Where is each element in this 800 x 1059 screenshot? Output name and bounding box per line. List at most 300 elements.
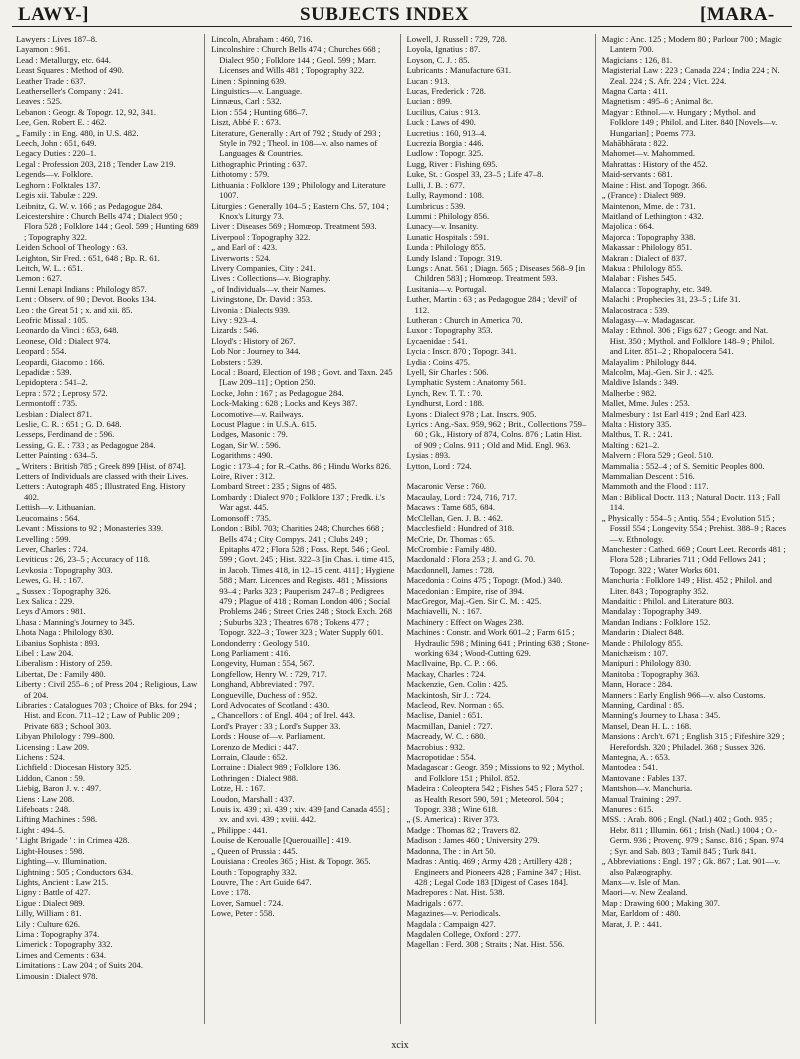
index-entry: Luck : Laws of 490. — [406, 117, 476, 128]
index-entry: Lepidoptera : 541–2. — [16, 377, 88, 388]
index-entry: Lyrics : Ang.-Sax. 959, 962 ; Brit., Collections 759–60 ; Gk., History of 874, Colns. 876 ; Latin Hist. of 909 ; Colns. 911 ; Old and Mid. Engl. 963. — [406, 419, 587, 450]
index-entry: Majorca : Topography 338. — [601, 231, 696, 242]
index-entry: Lynch, Rev. T. T. : 70. — [406, 387, 483, 398]
index-entry: Lydia : Coins 475. — [406, 356, 471, 367]
index-entry: Manchuria : Folklore 149 ; Hist. 452 ; Philol. and Liter. 843 ; Topography 352. — [601, 575, 772, 596]
index-entry: Lent : Observ. of 90 ; Devot. Books 134. — [16, 294, 157, 305]
index-entry: Lubricants : Manufacture 631. — [406, 65, 512, 76]
header-title: SUBJECTS INDEX — [300, 4, 470, 25]
index-entry: „ Sussex : Topography 326. — [16, 585, 111, 596]
index-entry: „ (S. America) : River 373. — [406, 814, 500, 825]
index-entry: Lincoln, Abraham : 460, 716. — [211, 34, 313, 44]
index-entry: Louise de Keroualle [Querouaille] : 419. — [211, 835, 352, 846]
index-entry: Lincolnshire : Church Bells 474 ; Churches 668 ; Dialect 950 ; Folklore 144 ; Geol. 599 ; Marr. Licenses and Wills 481 ; Topography 322. — [211, 44, 381, 76]
index-entry: Locust Plague : in U.S.A. 615. — [211, 419, 317, 430]
index-entry: Mandalay : Topography 349. — [601, 606, 702, 617]
index-entry: Liberty : Civil 255–6 ; of Press 204 ; Religious, Law of 204. — [16, 679, 198, 700]
index-entry: Mackenzie, Gen. Colin : 425. — [406, 679, 508, 690]
index-entry: Long Parliament : 416. — [211, 647, 291, 658]
index-entry: Livingstone, Dr. David : 353. — [211, 294, 313, 305]
index-entry: Mandarin : Dialect 848. — [601, 627, 684, 638]
index-entry: Lungs : Anat. 561 ; Diagn. 565 ; Diseases 568–9 [in Children 583] ; Homœop. Treatment 593. — [406, 262, 586, 284]
index-entry: Liver : Diseases 569 ; Homœop. Treatment 593. — [211, 221, 377, 232]
index-entry: Leslie, C. R. : 651 ; G. D. 648. — [16, 419, 122, 430]
header-rule — [12, 26, 792, 27]
index-entry: Levkosia : Topography 303. — [16, 564, 113, 575]
index-entry: Lord Advocates of Scotland : 430. — [211, 700, 330, 710]
index-entry: Lives : Collections—v. Biography. — [211, 273, 331, 284]
index-entry: Lothringen : Dialect 988. — [211, 772, 299, 783]
index-entry: Mammoth and the Flood : 117. — [601, 481, 709, 492]
index-entry: „ Chancellors : of Engl. 404 ; of Irel. 443. — [211, 710, 355, 721]
index-entry: Malmesbury : 1st Earl 419 ; 2nd Earl 423. — [601, 408, 747, 419]
index-entry: Mackay, Charles : 724. — [406, 668, 486, 679]
index-entry: Lummi : Philology 856. — [406, 210, 490, 221]
index-entry: Lutheran : Church in America 70. — [406, 314, 523, 325]
index-entry: Mallet, Mme. Jules : 253. — [601, 398, 690, 409]
index-entry: Mandan Indians : Folklore 152. — [601, 616, 711, 627]
index-entry: Mantshon—v. Manchuria. — [601, 783, 693, 794]
index-entry: Mahābhārata : 822. — [601, 138, 669, 149]
index-entry: Lock-Making : 628 ; Locks and Keys 387. — [211, 398, 358, 409]
index-entry: Macdonald : Flora 253 ; J. and G. 70. — [406, 554, 536, 565]
index-entry: Liverpool : Topography 322. — [211, 231, 311, 242]
index-entry: Leather Trade : 637. — [16, 75, 86, 86]
index-entry: Macready, W. C. : 680. — [406, 731, 486, 742]
index-entry: „ Queen of Prussia : 445. — [211, 845, 298, 856]
index-entry: Machiavelli, N. : 167. — [406, 606, 482, 617]
index-entry: Livy : 923–4. — [211, 314, 258, 325]
index-entry: Lichens : 524. — [16, 752, 65, 763]
index-entry: Lloyd's : History of 267. — [211, 335, 296, 346]
index-entry: Lorraine : Dialect 989 ; Folklore 136. — [211, 762, 341, 773]
index-entry: Malayalim : Philology 844. — [601, 356, 697, 367]
index-entry: Leonardo da Vinci : 653, 648. — [16, 325, 119, 336]
index-entry: Lugg, River : Fishing 695. — [406, 158, 498, 169]
index-entry: Lepadidæ : 539. — [16, 367, 72, 377]
index-entry: Lucrezia Borgia : 446. — [406, 138, 484, 149]
index-entry: Leofric Missal : 105. — [16, 314, 89, 325]
index-entry: „ of Individuals—v. their Names. — [211, 283, 326, 294]
index-entry: Lorrain, Claude : 652. — [211, 752, 288, 763]
index-entry: Magic : Anc. 125 ; Modern 80 ; Parlour 700 ; Magic Lantern 700. — [601, 34, 782, 55]
index-entry: Lesseps, Ferdinand de : 596. — [16, 429, 115, 440]
index-entry: „ Physically : 554–5 ; Antiq. 554 ; Evolution 515 ; Fossil 554 ; Longevity 554 ; Prehist. 388–9 ; Races—v. Ethnology. — [601, 512, 786, 544]
index-entry: Lex Salica : 229. — [16, 595, 75, 606]
index-entry: Londonderry : Geology 510. — [211, 637, 310, 648]
index-entry: Lepra : 572 ; Leprosy 572. — [16, 387, 108, 398]
index-entry: Lycia : Inscr. 870 ; Topogr. 341. — [406, 346, 517, 357]
index-entry: Leucomains : 564. — [16, 512, 80, 523]
index-entry: Lord's Prayer : 33 ; Lord's Supper 33. — [211, 720, 341, 731]
index-entry: Libyan Philology : 799–800. — [16, 731, 115, 742]
index-entry: Loudon, Marshall : 437. — [211, 793, 295, 804]
index-entry: Malcolm, Maj.-Gen. Sir J. : 425. — [601, 367, 714, 377]
index-entry: Magyar : Ethnol.—v. Hungary ; Mythol. and Folklore 149 ; Philol. and Liter. 840 [Novels—v. Hungarian] ; Poems 773. — [601, 106, 778, 138]
index-entry: Macaulay, Lord : 724, 716, 717. — [406, 491, 517, 502]
index-entry: MacIlvaine, Bp. C. P. : 66. — [406, 658, 498, 669]
index-entry: Lifting Machines : 598. — [16, 814, 98, 825]
index-entry: Leibnitz, G. W. v. 166 ; as Pedagogue 284. — [16, 200, 163, 211]
index-entry: Lawyers : Lives 187–8. — [16, 34, 98, 44]
index-entry: Man : Biblical Doctr. 113 ; Natural Doctr. 113 ; Fall 114. — [601, 491, 781, 513]
index-entry: Louisiana : Creoles 365 ; Hist. & Topogr. 365. — [211, 856, 371, 867]
index-entry: Maclise, Daniel : 651. — [406, 710, 483, 721]
index-entry: Machines : Constr. and Work 601–2 ; Farm 615 ; Hydraulic 598 ; Mining 641 ; Printing 638 ; Stone-working 634 ; Wood-Cutting 629. — [406, 627, 590, 658]
index-entry: Madison : James 460 ; University 279. — [406, 835, 540, 846]
index-entry: Macdonnell, James : 728. — [406, 564, 495, 575]
index-entry: Lermontoff : 735. — [16, 398, 78, 409]
index-entry: Liszt, Abbé F. : 673. — [211, 117, 281, 128]
index-columns — [16, 34, 790, 1024]
index-entry: Locomotive—v. Railways. — [211, 408, 304, 419]
index-entry: Macedonian : Empire, rise of 394. — [406, 585, 525, 596]
index-entry: Lever, Charles : 724. — [16, 543, 88, 554]
index-entry: Map : Drawing 600 ; Making 307. — [601, 897, 720, 908]
index-entry: Lichfield : Diocesan History 325. — [16, 762, 132, 773]
index-entry: Lighting—v. Illumination. — [16, 856, 107, 867]
index-entry: Liens : Law 208. — [16, 793, 75, 804]
index-entry: Macrobius : 932. — [406, 741, 465, 752]
index-column-2 — [211, 34, 400, 1024]
index-entry: Lobsters : 539. — [211, 356, 263, 367]
index-entry: Makua : Philology 855. — [601, 262, 683, 273]
index-entry: Lizards : 546. — [211, 325, 259, 336]
index-entry: Lyndhurst, Lord : 188. — [406, 398, 485, 409]
index-entry: Leghorn : Folktales 137. — [16, 179, 101, 190]
index-entry: Maldive Islands : 349. — [601, 377, 679, 388]
index-entry: Madonna, The : in Art 50. — [406, 845, 496, 856]
index-entry: Mandaitic : Philol. and Literature 803. — [601, 595, 734, 606]
index-entry: Leo : the Great 51 ; x. and xii. 85. — [16, 304, 133, 315]
index-entry: Lucretius : 160, 913–4. — [406, 127, 487, 138]
index-entry: Livery Companies, City : 241. — [211, 262, 316, 273]
index-entry: Legends—v. Folklore. — [16, 169, 94, 180]
index-entry: Ludlow : Topogr. 325. — [406, 148, 484, 159]
index-entry: Lumbricus : 539. — [406, 200, 466, 211]
index-entry: Malthus, T. R. : 241. — [601, 429, 673, 440]
index-entry: Lymphatic System : Anatomy 561. — [406, 377, 527, 388]
index-entry: Leonese, Old : Dialect 974. — [16, 335, 111, 346]
index-entry: MacGregor, Maj.-Gen. Sir C. M. : 425. — [406, 595, 542, 606]
index-entry: Macaronic Verse : 760. — [406, 481, 487, 492]
index-entry: Louth : Topography 332. — [211, 866, 297, 877]
index-entry: Lithotomy : 579. — [211, 169, 270, 180]
index-entry: Lesbian : Dialect 871. — [16, 408, 92, 419]
index-entry: Lombardy : Dialect 970 ; Folklore 137 ; Fredk. i.'s War agst. 445. — [211, 491, 385, 513]
index-entry: Manitoba : Topography 363. — [601, 668, 700, 679]
index-entry: Magdala : Campaign 427. — [406, 918, 496, 929]
index-entry: Leaves : 525. — [16, 96, 63, 107]
index-entry: Lessing, G. E. : 733 ; as Pedagogue 284. — [16, 439, 156, 450]
index-entry: Luke, St. : Gospel 33, 23–5 ; Life 47–8. — [406, 169, 544, 180]
index-entry: Manning's Journey to Lhasa : 345. — [601, 710, 721, 721]
index-entry: Leech, John : 651, 649. — [16, 138, 97, 149]
index-entry: Limerick : Topography 332. — [16, 939, 113, 950]
index-entry: Lilly, William : 81. — [16, 908, 82, 919]
index-entry: Malting : 621–2. — [601, 439, 660, 450]
index-entry: Letters of Individuals are classed with their Lives. — [16, 471, 189, 482]
index-entry: Lyons : Dialect 978 ; Lat. Inscrs. 905. — [406, 408, 537, 419]
index-entry: Mantovane : Fables 137. — [601, 772, 687, 783]
index-entry: Mammalian Descent : 516. — [601, 471, 695, 482]
index-entry: Legacy Duties : 220–1. — [16, 148, 97, 159]
index-entry: „ Family : in Eng. 480, in U.S. 482. — [16, 127, 139, 138]
index-entry: Manual Training : 297. — [601, 793, 682, 804]
index-entry: Malacostraca : 539. — [601, 304, 670, 315]
index-entry: Madrigals : 677. — [406, 897, 464, 908]
index-entry: Lunda : Philology 855. — [406, 242, 486, 253]
index-entry: Malta : History 335. — [601, 419, 672, 430]
index-entry: Light : 494–5. — [16, 824, 65, 835]
index-entry: Lima : Topography 374. — [16, 928, 100, 939]
index-entry: Logarithms : 490. — [211, 450, 273, 461]
index-entry: Lily : Culture 626. — [16, 918, 80, 929]
index-entry: Liturgies : Generally 104–5 ; Eastern Chs. 57, 104 ; Knox's Liturgy 73. — [211, 200, 389, 221]
index-entry: Leicestershire : Church Bells 474 ; Dialect 950 ; Flora 528 ; Folklore 144 ; Geol. 599 ; Hunting 689 ; Topography 322. — [16, 210, 199, 242]
index-entry — [407, 471, 591, 481]
index-entry: Mande : Philology 855. — [601, 637, 683, 648]
index-entry: Letter Painting : 634–5. — [16, 450, 98, 461]
index-entry: Maori—v. New Zealand. — [601, 887, 688, 898]
index-entry: Light-Houses : 598. — [16, 845, 85, 856]
index-column-3 — [407, 34, 596, 1024]
index-entry: Lob Nor : Journey to 344. — [211, 346, 301, 357]
index-entry: Maitland of Lethington : 432. — [601, 210, 704, 221]
index-entry: Magna Carta : 411. — [601, 86, 668, 97]
index-entry: Malvern : Flora 529 ; Geol. 510. — [601, 450, 714, 461]
index-entry: Macaws : Tame 685, 684. — [406, 502, 496, 513]
index-entry: Liebig, Baron J. v. : 497. — [16, 783, 102, 794]
index-entry: Lewes, G. H. : 167. — [16, 575, 84, 586]
index-entry: Linen : Spinning 639. — [211, 75, 287, 86]
index-entry: Literature, Generally : Art of 792 ; Study of 293 ; Style in 792 ; Theol. in 108—v. also names of Languages & Countries. — [211, 127, 381, 159]
index-entry: Lombard Street : 235 ; Signs of 485. — [211, 481, 337, 492]
header-range-end: [MARA- — [700, 4, 775, 25]
index-entry: Mackintosh, Sir J. : 724. — [406, 689, 491, 700]
index-entry: Longueville, Duchess of : 952. — [211, 689, 318, 700]
index-entry: Libanius Sophista : 893. — [16, 637, 100, 648]
header-range-start: LAWY-] — [18, 4, 89, 25]
index-entry: Lee, Gen. Robert E. : 462. — [16, 117, 107, 128]
index-entry: Lycaenidae : 541. — [406, 335, 468, 346]
index-entry: Machinery : Effect on Wages 238. — [406, 616, 524, 627]
index-entry: Magellan : Ferd. 308 ; Straits ; Nat. Hist. 556. — [406, 939, 565, 950]
index-entry: Malherbe : 982. — [601, 387, 657, 398]
index-entry: Manichæism : 107. — [601, 647, 668, 658]
index-entry: Lead : Metallurgy, etc. 644. — [16, 54, 111, 65]
index-entry: Mar, Earldom of : 480. — [601, 908, 681, 919]
index-entry: Levant : Missions to 92 ; Monasteries 339. — [16, 523, 164, 534]
index-entry: Madrepores : Nat. Hist. 538. — [406, 887, 505, 898]
index-entry: Mansions : Arch't. 671 ; English 315 ; Fifeshire 329 ; Herefordsh. 320 ; Philadel. 368 ; Sussex 326. — [601, 731, 785, 752]
index-entry: Longevity, Human : 554, 567. — [211, 658, 315, 669]
index-entry: Libel : Law 204. — [16, 647, 74, 658]
index-entry: Leviticus : 26, 23–5 ; Accuracy of 118. — [16, 554, 151, 565]
index-entry: Lulli, J. B. : 677. — [406, 179, 465, 190]
index-entry: Lithuania : Folklore 139 ; Philology and Literature 1007. — [211, 179, 386, 201]
index-entry: Leys d'Amors : 981. — [16, 606, 86, 617]
index-entry: ' Light Brigade ' : in Crimea 428. — [16, 835, 130, 846]
index-entry: Magdalen College, Oxford : 277. — [406, 928, 521, 939]
index-entry: Maintenon, Mme. de : 731. — [601, 200, 696, 211]
index-entry: Lomonsoff : 735. — [211, 512, 272, 523]
index-entry: Lodges, Masonic : 79. — [211, 429, 288, 440]
index-entry: Legal : Profession 203, 218 ; Tender Law 219. — [16, 158, 176, 169]
index-entry: Letters : Autograph 485 ; Illustrated Eng. History 402. — [16, 481, 186, 502]
index-entry: Libertat, De : Family 480. — [16, 668, 106, 679]
index-entry: Magnetism : 495–6 ; Animal 8c. — [601, 96, 713, 107]
index-entry: Mammalia : 552–4 ; of S. Semitic Peoples 800. — [601, 460, 765, 471]
index-entry: Ligue : Dialect 989. — [16, 897, 85, 908]
index-entry: Loire, River : 312. — [211, 471, 275, 482]
index-entry: Lucas, Frederick : 728. — [406, 86, 486, 97]
index-entry: Lightning : 505 ; Conductors 634. — [16, 866, 133, 877]
index-entry: Liddon, Canon : 59. — [16, 772, 85, 783]
index-entry: Louvre, The : Art Guide 647. — [211, 876, 312, 887]
index-entry: Luxor : Topography 353. — [406, 325, 493, 336]
index-entry: Lunatic Hospitals : 591. — [406, 231, 490, 242]
index-entry: London : Bibl. 703; Charities 248; Churches 668 ; Bells 474 ; City Compys. 241 ; Clubs 249 ; Epitaphs 472 ; Flora 528 ; Foss. Rept. 546 ; Geol. 599 ; Govt. 245 ; Hist. 322–3 [in Chas. i. time 415, in Jacob. Times 418, in 12–15 cent. 411] ; Hygiene 588 ; Marr. Licences and Regists. 481 ; Missions 93–4 ; Parks 323 ; Pauperism 247–8 ; Pedigrees 479 ; Plague of 418 ; Roman London 406 ; Social Problems 246 ; Street Cries 248 ; Stock Exch. 268 ; Suburbs 323 ; Theatres 678 ; Tokens 477 ; Topogr. 322–3 ; Tower 323 ; Water Supply 601. — [211, 523, 395, 638]
index-entry: Lucian : 899. — [406, 96, 453, 107]
index-entry: Macmillan, Daniel : 727. — [406, 720, 493, 731]
index-entry: Love : 178. — [211, 887, 251, 898]
index-entry: Manx—v. Isle of Man. — [601, 876, 681, 887]
index-entry: Lytton, Lord : 724. — [406, 460, 472, 471]
index-entry: Malagasy—v. Madagascar. — [601, 314, 695, 325]
index-entry: Manners : Early English 966—v. also Customs. — [601, 689, 766, 700]
index-entry: Lion : 554 ; Hunting 686–7. — [211, 106, 308, 117]
index-entry: Linguistics—v. Language. — [211, 86, 303, 97]
index-entry: Locke, John : 167 ; as Pedagogue 284. — [211, 387, 344, 398]
index-entry: Lundy Island : Topogr. 319. — [406, 252, 503, 263]
index-entry: Leatherseller's Company : 241. — [16, 86, 124, 97]
index-entry: Lemon : 627. — [16, 273, 63, 284]
index-entry: Madeira : Coleoptera 542 ; Fishes 545 ; Flora 527 ; as Health Resort 590, 591 ; Meteorol. 504 ; Topogr. 338 ; Wine 618. — [406, 783, 583, 815]
index-column-4 — [602, 34, 790, 1024]
index-entry: Maine : Hist. and Topogr. 366. — [601, 179, 707, 190]
index-entry: Lenni Lenapi Indians : Philology 857. — [16, 283, 147, 294]
index-entry: Lully, Raymond : 108. — [406, 190, 484, 201]
index-entry: Mahomet—v. Mahommed. — [601, 148, 695, 159]
index-entry: Lhota Naga : Philology 830. — [16, 627, 114, 638]
index-entry: Loyson, C. J. : 85. — [406, 54, 470, 65]
index-entry: Mantodea : 541. — [601, 762, 658, 773]
index-entry: Limes and Cements : 634. — [16, 949, 106, 960]
index-entry: Mann, Horace : 284. — [601, 679, 673, 690]
index-entry: Longhand, Abbreviated : 797. — [211, 679, 315, 690]
index-entry: Lyell, Sir Charles : 506. — [406, 367, 489, 377]
index-entry: Magicians : 126, 81. — [601, 54, 673, 65]
index-entry: Livonia : Dialects 939. — [211, 304, 291, 315]
index-entry: Mansel, Dean H. L. : 168. — [601, 720, 692, 731]
index-entry: Malachi : Prophecies 31, 23–5 ; Life 31. — [601, 294, 741, 305]
index-entry: Leitch, W. L. : 651. — [16, 262, 83, 273]
index-column-1 — [16, 34, 205, 1024]
index-entry: Lorenzo de Medici : 447. — [211, 741, 299, 752]
index-entry: Lithographic Printing : 637. — [211, 158, 308, 169]
index-entry: Malacca : Topography, etc. 349. — [601, 283, 712, 294]
index-entry: Lebanon : Geogr. & Topogr. 12, 92, 341. — [16, 106, 157, 117]
index-entry: Madagascar : Geogr. 359 ; Missions to 92 ; Mythol. and Folklore 151 ; Philol. 852. — [406, 762, 585, 783]
index-entry: Lights, Ancient : Law 215. — [16, 876, 109, 887]
index-entry: Licensing : Law 209. — [16, 741, 90, 752]
index-entry: Limousin : Dialect 978. — [16, 970, 98, 981]
index-entry: McCrombie : Family 480. — [406, 543, 497, 554]
index-entry: Louis ix. 439 ; xi. 439 ; xiv. 439 [and Canada 455] ; xv. and xvi. 439 ; xviii. 442. — [211, 804, 390, 825]
index-entry: Least Squares : Method of 490. — [16, 65, 124, 76]
index-entry: Magisterial Law : 223 ; Canada 224 ; India 224 ; N. Zeal. 224 ; S. Afr. 224 ; Vict. 224. — [601, 65, 780, 86]
index-entry: Madge : Thomas 82 ; Travers 82. — [406, 824, 521, 835]
index-entry: Lifeboats : 248. — [16, 804, 71, 815]
index-entry: Marat, J. P. : 441. — [601, 918, 662, 929]
index-entry: Lusitania—v. Portugal. — [406, 283, 487, 294]
index-entry: Loyola, Ignatius : 87. — [406, 44, 481, 55]
index-entry: Manning, Cardinal : 85. — [601, 700, 685, 710]
index-entry: Ligny : Battle of 427. — [16, 887, 91, 898]
index-entry: Leighton, Sir Fred. : 651, 648 ; Bp. R. 61. — [16, 252, 160, 263]
index-entry: Levelling : 599. — [16, 533, 71, 544]
index-entry: Longfellow, Henry W. : 729, 717. — [211, 668, 327, 679]
index-entry: Majolica : 664. — [601, 221, 655, 232]
index-entry: „ Philippe : 441. — [211, 824, 268, 835]
index-entry: Layamon : 961. — [16, 44, 71, 55]
index-entry: Lotze, H. : 167. — [211, 783, 266, 794]
index-entry: Libraries : Catalogues 703 ; Choice of Bks. for 294 ; Hist. and Econ. 711–12 ; Law of Public 209 ; Private 683 ; School 303. — [16, 700, 197, 731]
index-entry: McClellan, Gen. J. B. : 462. — [406, 512, 503, 523]
index-entry: Malabar : Fishes 545. — [601, 273, 677, 284]
index-entry: Lover, Samuel : 724. — [211, 897, 284, 908]
index-entry: Liverworts : 524. — [211, 252, 271, 263]
index-entry: Lords : House of—v. Parliament. — [211, 731, 326, 742]
index-entry: Lhasa : Manning's Journey to 345. — [16, 616, 135, 627]
index-entry: Logan, Sir W. : 596. — [211, 439, 281, 450]
index-entry: „ Writers : British 785 ; Greek 899 [Hist. of 874]. — [16, 460, 186, 471]
index-entry: Lowe, Peter : 558. — [211, 908, 275, 919]
index-entry: Mahrattas : History of the 452. — [601, 158, 708, 169]
index-entry: Logic : 173–4 ; for R.-Caths. 86 ; Hindu Works 826. — [211, 460, 392, 471]
index-entry: „ and Earl of : 423. — [211, 242, 278, 253]
index-entry: Manipuri : Philology 830. — [601, 658, 692, 669]
index-entry: Limitations : Law 204 ; of Suits 204. — [16, 960, 143, 971]
index-entry: Macropotidae : 554. — [406, 752, 476, 763]
index-entry: Lowell, J. Russell : 729, 728. — [406, 34, 507, 44]
index-entry: MSS. : Arab. 806 ; Engl. (Natl.) 402 ; Goth. 935 ; Hebr. 811 ; Illumin. 661 ; Irish (Natl.) 1004 ; O.-Germ. 936 ; Provenç. 979 ; Sansc. 816 ; Span. 974 ; Syr. and Sab. 803 ; Tamil 845 ; Turk 841. — [601, 814, 784, 856]
index-entry: Magazines—v. Periodicals. — [406, 908, 501, 919]
index-entry: Lucilius, Caius : 913. — [406, 106, 481, 117]
index-entry: Maid-servants : 681. — [601, 169, 673, 180]
index-entry: Lunacy—v. Insanity. — [406, 221, 479, 232]
index-entry: Leiden School of Theology : 63. — [16, 242, 128, 253]
page-header — [0, 0, 800, 26]
index-entry: Leopardi, Giacomo : 166. — [16, 356, 105, 367]
index-entry: Lysias : 893. — [406, 450, 451, 461]
index-entry: Manures : 615. — [601, 804, 654, 815]
index-entry: Lucan : 913. — [406, 75, 450, 86]
index-entry: „ (France) : Dialect 989. — [601, 190, 686, 201]
index-entry: McCrie, Dr. Thomas : 65. — [406, 533, 495, 544]
index-entry: Local : Board, Election of 198 ; Govt. and Taxn. 245 [Law 209–11] ; Option 250. — [211, 367, 393, 388]
index-entry: Mantegna, A. : 653. — [601, 752, 671, 763]
index-entry: Macleod, Rev. Norman : 65. — [406, 700, 505, 710]
index-entry: Legis xii. Tabulæ : 229. — [16, 190, 98, 201]
index-entry: Leopard : 554. — [16, 346, 67, 357]
index-entry: Manchester : Cathed. 669 ; Court Leet. Records 481 ; Flora 528 ; Libraries 711 ; Odd Fellows 241 ; Topogr. 322 ; Water Works 601. — [601, 543, 786, 575]
index-entry: „ Abbreviations : Engl. 197 ; Gk. 867 ; Lat. 901—v. also Palæography. — [601, 856, 781, 877]
index-entry: Makran : Dialect of 837. — [601, 252, 687, 263]
index-entry: Lettish—v. Lithuanian. — [16, 502, 96, 513]
index-entry: Malay : Ethnol. 306 ; Figs 627 ; Geogr. and Nat. Hist. 350 ; Mythol. and Folklore 148–9 ; Philol. and Liter. 851–2 ; Rhopalocera 541. — [601, 325, 775, 357]
